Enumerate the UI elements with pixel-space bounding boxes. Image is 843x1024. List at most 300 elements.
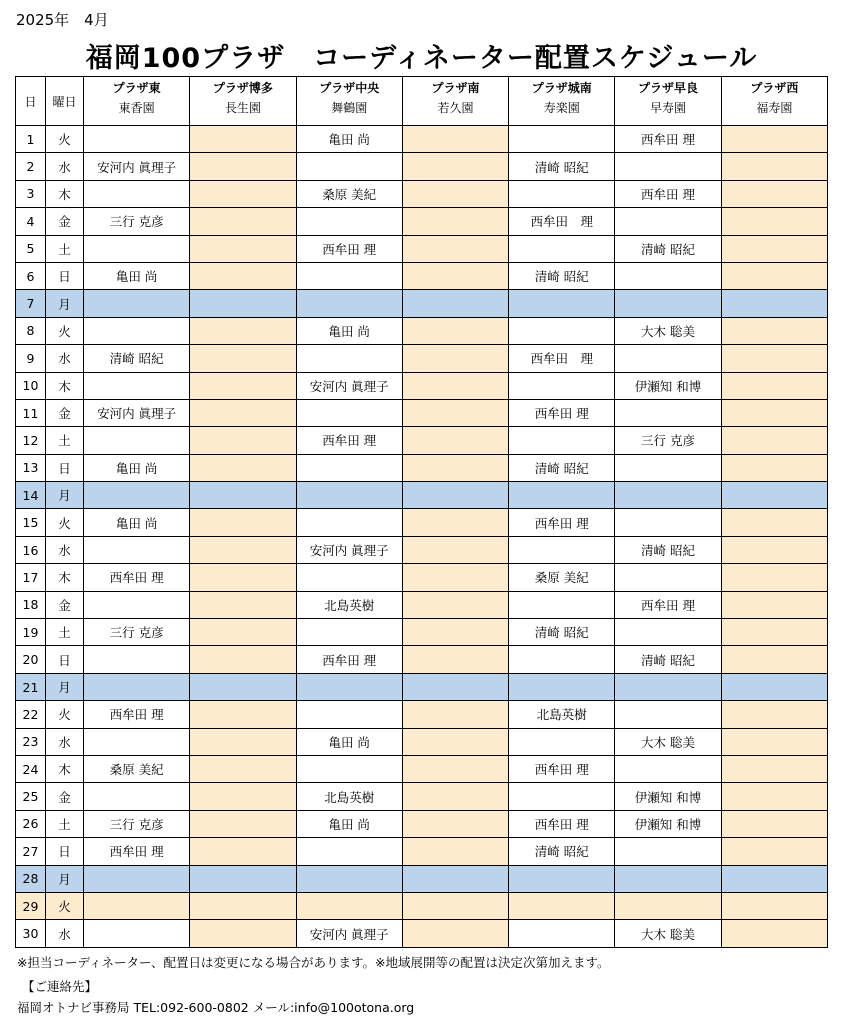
coordinator-cell <box>84 235 190 262</box>
coordinator-cell: 清崎 昭紀 <box>509 838 615 865</box>
coordinator-cell <box>190 262 296 289</box>
day-cell: 29 <box>16 892 46 919</box>
coordinator-cell <box>84 180 190 207</box>
weekday-cell: 水 <box>46 728 84 755</box>
coordinator-cell <box>190 728 296 755</box>
coordinator-cell <box>721 838 827 865</box>
coordinator-cell <box>190 564 296 591</box>
coordinator-cell <box>84 783 190 810</box>
coordinator-cell <box>721 153 827 180</box>
contact-heading: 【ご連絡先】 <box>22 979 98 994</box>
coordinator-cell <box>190 810 296 837</box>
table-row <box>16 126 828 153</box>
weekday-cell: 月 <box>46 673 84 700</box>
coordinator-cell: 伊瀬知 和博 <box>615 372 721 399</box>
coordinator-cell: 安河内 眞理子 <box>296 920 402 947</box>
weekday-cell: 木 <box>46 564 84 591</box>
day-cell: 7 <box>16 290 46 317</box>
site-name: 長生園 <box>224 100 261 115</box>
coordinator-cell <box>402 399 508 426</box>
coordinator-cell <box>615 290 721 317</box>
coordinator-cell <box>402 783 508 810</box>
coordinator-cell <box>721 454 827 481</box>
coordinator-cell: 三行 克彦 <box>84 208 190 235</box>
plaza-header <box>721 77 827 126</box>
day-cell: 25 <box>16 783 46 810</box>
coordinator-cell <box>615 865 721 892</box>
day-cell: 3 <box>16 180 46 207</box>
coordinator-cell <box>509 317 615 344</box>
table-row <box>16 838 828 865</box>
plaza-header <box>190 77 296 126</box>
weekday-cell: 水 <box>46 536 84 563</box>
weekday-cell: 金 <box>46 208 84 235</box>
table-row <box>16 783 828 810</box>
day-column-header: 日 <box>16 77 46 126</box>
coordinator-cell: 安河内 眞理子 <box>84 153 190 180</box>
table-row <box>16 892 828 919</box>
coordinator-cell: 亀田 尚 <box>84 262 190 289</box>
coordinator-cell <box>402 482 508 509</box>
table-row <box>16 427 828 454</box>
coordinator-cell <box>509 482 615 509</box>
coordinator-cell <box>190 920 296 947</box>
coordinator-cell <box>615 509 721 536</box>
coordinator-cell: 清崎 昭紀 <box>509 619 615 646</box>
coordinator-cell <box>402 673 508 700</box>
coordinator-cell <box>721 591 827 618</box>
table-row <box>16 646 828 673</box>
coordinator-cell <box>84 317 190 344</box>
weekday-cell: 月 <box>46 290 84 317</box>
coordinator-cell: 清崎 昭紀 <box>615 536 721 563</box>
site-name: 舞鶴園 <box>331 100 368 115</box>
coordinator-cell: 西牟田 理 <box>509 345 615 372</box>
coordinator-cell <box>84 920 190 947</box>
weekday-cell: 金 <box>46 591 84 618</box>
coordinator-cell <box>190 838 296 865</box>
table-row <box>16 509 828 536</box>
footer-note: ※担当コーディネーター、配置日は変更になる場合があります。※地域展開等の配置は決定次第加えます。 <box>17 955 610 970</box>
site-name: 早寿園 <box>650 100 687 115</box>
coordinator-cell: 亀田 尚 <box>296 728 402 755</box>
coordinator-cell: 西牟田 理 <box>296 427 402 454</box>
coordinator-cell <box>190 153 296 180</box>
coordinator-cell <box>509 728 615 755</box>
coordinator-cell <box>509 646 615 673</box>
coordinator-cell <box>615 482 721 509</box>
weekday-cell: 水 <box>46 920 84 947</box>
coordinator-cell: 亀田 尚 <box>84 454 190 481</box>
coordinator-cell <box>721 482 827 509</box>
site-name: 東香園 <box>118 100 155 115</box>
table-row <box>16 180 828 207</box>
coordinator-cell <box>721 701 827 728</box>
coordinator-cell <box>190 892 296 919</box>
coordinator-cell: 桑原 美紀 <box>296 180 402 207</box>
table-row <box>16 865 828 892</box>
day-cell: 5 <box>16 235 46 262</box>
coordinator-cell <box>84 673 190 700</box>
coordinator-cell <box>721 564 827 591</box>
coordinator-cell <box>615 399 721 426</box>
coordinator-cell <box>615 262 721 289</box>
coordinator-cell <box>190 755 296 782</box>
day-cell: 8 <box>16 317 46 344</box>
table-row <box>16 262 828 289</box>
coordinator-cell <box>190 399 296 426</box>
weekday-cell: 火 <box>46 317 84 344</box>
coordinator-cell <box>402 892 508 919</box>
plaza-header <box>402 77 508 126</box>
plaza-name: プラザ中央 <box>319 80 380 95</box>
day-cell: 9 <box>16 345 46 372</box>
coordinator-cell <box>402 509 508 536</box>
coordinator-cell <box>615 345 721 372</box>
coordinator-cell <box>721 892 827 919</box>
coordinator-cell <box>402 153 508 180</box>
coordinator-cell <box>402 755 508 782</box>
coordinator-cell <box>190 619 296 646</box>
coordinator-cell: 安河内 眞理子 <box>296 536 402 563</box>
coordinator-cell <box>190 208 296 235</box>
coordinator-cell <box>296 564 402 591</box>
coordinator-cell <box>296 208 402 235</box>
coordinator-cell: 桑原 美紀 <box>84 755 190 782</box>
coordinator-cell <box>402 290 508 317</box>
coordinator-cell <box>402 564 508 591</box>
coordinator-cell: 西牟田 理 <box>84 564 190 591</box>
table-row <box>16 235 828 262</box>
coordinator-cell <box>84 865 190 892</box>
coordinator-cell <box>190 482 296 509</box>
coordinator-cell: 大木 聡美 <box>615 317 721 344</box>
coordinator-cell <box>190 126 296 153</box>
coordinator-cell <box>190 290 296 317</box>
coordinator-cell <box>615 454 721 481</box>
site-name: 寿楽園 <box>543 100 580 115</box>
coordinator-cell: 伊瀬知 和博 <box>615 810 721 837</box>
coordinator-cell <box>402 427 508 454</box>
coordinator-cell <box>721 345 827 372</box>
coordinator-cell <box>402 920 508 947</box>
table-row <box>16 454 828 481</box>
coordinator-cell: 清崎 昭紀 <box>509 153 615 180</box>
day-cell: 23 <box>16 728 46 755</box>
coordinator-cell <box>190 536 296 563</box>
coordinator-cell <box>721 673 827 700</box>
coordinator-cell <box>509 427 615 454</box>
coordinator-cell <box>190 235 296 262</box>
weekday-cell: 土 <box>46 235 84 262</box>
table-row <box>16 920 828 947</box>
coordinator-cell <box>721 865 827 892</box>
day-cell: 11 <box>16 399 46 426</box>
day-cell: 2 <box>16 153 46 180</box>
coordinator-cell <box>721 646 827 673</box>
weekday-cell: 水 <box>46 345 84 372</box>
coordinator-cell <box>84 126 190 153</box>
coordinator-cell: 三行 克彦 <box>615 427 721 454</box>
coordinator-cell <box>721 126 827 153</box>
coordinator-cell <box>721 783 827 810</box>
plaza-name: プラザ南 <box>431 80 480 95</box>
coordinator-cell: 西牟田 理 <box>296 646 402 673</box>
plaza-header <box>615 77 721 126</box>
coordinator-cell <box>615 701 721 728</box>
coordinator-cell <box>296 509 402 536</box>
coordinator-cell <box>721 536 827 563</box>
coordinator-cell <box>296 399 402 426</box>
table-row <box>16 673 828 700</box>
day-cell: 12 <box>16 427 46 454</box>
day-cell: 24 <box>16 755 46 782</box>
coordinator-cell <box>190 701 296 728</box>
coordinator-cell <box>190 372 296 399</box>
plaza-name: プラザ早良 <box>638 80 699 95</box>
coordinator-cell <box>84 646 190 673</box>
weekday-cell: 日 <box>46 646 84 673</box>
coordinator-cell <box>296 454 402 481</box>
coordinator-cell <box>509 180 615 207</box>
weekday-cell: 土 <box>46 619 84 646</box>
coordinator-cell <box>190 509 296 536</box>
coordinator-cell <box>509 673 615 700</box>
coordinator-cell <box>296 345 402 372</box>
coordinator-cell <box>402 208 508 235</box>
coordinator-cell <box>509 892 615 919</box>
coordinator-cell <box>402 646 508 673</box>
table-row <box>16 208 828 235</box>
coordinator-cell <box>296 865 402 892</box>
day-cell: 18 <box>16 591 46 618</box>
weekday-cell: 日 <box>46 838 84 865</box>
weekday-cell: 火 <box>46 892 84 919</box>
coordinator-cell <box>84 591 190 618</box>
coordinator-cell: 亀田 尚 <box>296 317 402 344</box>
table-row <box>16 317 828 344</box>
coordinator-cell <box>190 345 296 372</box>
coordinator-cell: 安河内 眞理子 <box>296 372 402 399</box>
coordinator-cell <box>509 783 615 810</box>
day-cell: 26 <box>16 810 46 837</box>
coordinator-cell <box>296 673 402 700</box>
day-cell: 10 <box>16 372 46 399</box>
coordinator-cell <box>509 865 615 892</box>
coordinator-cell <box>402 235 508 262</box>
coordinator-cell: 西牟田 理 <box>615 591 721 618</box>
coordinator-cell <box>402 180 508 207</box>
plaza-header <box>296 77 402 126</box>
table-row <box>16 345 828 372</box>
coordinator-cell <box>84 892 190 919</box>
coordinator-cell: 大木 聡美 <box>615 728 721 755</box>
table-row <box>16 290 828 317</box>
page-title: 福岡100プラザ コーディネーター配置スケジュール <box>85 43 758 74</box>
coordinator-cell: 清崎 昭紀 <box>84 345 190 372</box>
day-cell: 27 <box>16 838 46 865</box>
table-row <box>16 153 828 180</box>
table-row <box>16 619 828 646</box>
coordinator-cell: 亀田 尚 <box>84 509 190 536</box>
table-row <box>16 591 828 618</box>
day-cell: 1 <box>16 126 46 153</box>
site-name: 福寿園 <box>756 100 793 115</box>
coordinator-cell <box>721 208 827 235</box>
coordinator-cell <box>296 755 402 782</box>
coordinator-cell <box>190 454 296 481</box>
coordinator-cell <box>296 290 402 317</box>
coordinator-cell <box>509 591 615 618</box>
day-cell: 14 <box>16 482 46 509</box>
weekday-cell: 木 <box>46 755 84 782</box>
coordinator-cell <box>721 619 827 646</box>
coordinator-cell <box>402 262 508 289</box>
day-cell: 17 <box>16 564 46 591</box>
schedule-body <box>16 126 828 948</box>
table-row <box>16 810 828 837</box>
coordinator-cell: 北島英樹 <box>296 783 402 810</box>
schedule-table <box>15 76 828 948</box>
coordinator-cell <box>509 126 615 153</box>
weekday-cell: 日 <box>46 454 84 481</box>
coordinator-cell <box>509 536 615 563</box>
coordinator-cell: 西牟田 理 <box>509 208 615 235</box>
coordinator-cell <box>721 290 827 317</box>
coordinator-cell <box>509 920 615 947</box>
coordinator-cell <box>721 427 827 454</box>
coordinator-cell <box>615 673 721 700</box>
day-cell: 13 <box>16 454 46 481</box>
day-cell: 19 <box>16 619 46 646</box>
coordinator-cell <box>402 536 508 563</box>
coordinator-cell: 北島英樹 <box>509 701 615 728</box>
coordinator-cell: 安河内 眞理子 <box>84 399 190 426</box>
coordinator-cell <box>190 673 296 700</box>
coordinator-cell <box>402 591 508 618</box>
table-row <box>16 482 828 509</box>
coordinator-cell <box>296 838 402 865</box>
coordinator-cell <box>190 317 296 344</box>
coordinator-cell: 亀田 尚 <box>296 126 402 153</box>
coordinator-cell <box>721 180 827 207</box>
coordinator-cell <box>402 701 508 728</box>
plaza-header <box>509 77 615 126</box>
weekday-cell: 火 <box>46 509 84 536</box>
coordinator-cell <box>296 619 402 646</box>
coordinator-cell <box>721 235 827 262</box>
coordinator-cell <box>84 482 190 509</box>
table-row <box>16 564 828 591</box>
day-cell: 22 <box>16 701 46 728</box>
coordinator-cell <box>190 783 296 810</box>
header-row <box>16 77 828 126</box>
coordinator-cell <box>721 755 827 782</box>
coordinator-cell: 大木 聡美 <box>615 920 721 947</box>
coordinator-cell <box>84 290 190 317</box>
coordinator-cell: 伊瀬知 和博 <box>615 783 721 810</box>
coordinator-cell: 三行 克彦 <box>84 619 190 646</box>
coordinator-cell <box>615 153 721 180</box>
plaza-name: プラザ博多 <box>212 80 273 95</box>
coordinator-cell: 西牟田 理 <box>509 810 615 837</box>
coordinator-cell <box>190 865 296 892</box>
coordinator-cell <box>84 372 190 399</box>
weekday-cell: 金 <box>46 399 84 426</box>
coordinator-cell <box>84 536 190 563</box>
coordinator-cell <box>296 892 402 919</box>
coordinator-cell <box>615 892 721 919</box>
coordinator-cell: 清崎 昭紀 <box>615 646 721 673</box>
weekday-cell: 木 <box>46 372 84 399</box>
coordinator-cell <box>509 235 615 262</box>
coordinator-cell: 西牟田 理 <box>509 399 615 426</box>
plaza-name: プラザ東 <box>112 80 161 95</box>
plaza-header <box>84 77 190 126</box>
coordinator-cell <box>190 646 296 673</box>
coordinator-cell <box>402 454 508 481</box>
coordinator-cell <box>721 728 827 755</box>
coordinator-cell: 亀田 尚 <box>296 810 402 837</box>
coordinator-cell: 北島英樹 <box>296 591 402 618</box>
coordinator-cell: 清崎 昭紀 <box>509 454 615 481</box>
coordinator-cell <box>296 153 402 180</box>
coordinator-cell <box>615 564 721 591</box>
day-cell: 15 <box>16 509 46 536</box>
coordinator-cell <box>190 427 296 454</box>
contact-info: 福岡オトナビ事務局 TEL:092-600-0802 メール:info@100otona.org <box>17 1000 415 1015</box>
weekday-cell: 土 <box>46 427 84 454</box>
coordinator-cell: 西牟田 理 <box>509 755 615 782</box>
coordinator-cell <box>402 372 508 399</box>
coordinator-cell <box>190 180 296 207</box>
coordinator-cell: 西牟田 理 <box>296 235 402 262</box>
coordinator-cell <box>402 317 508 344</box>
day-cell: 20 <box>16 646 46 673</box>
coordinator-cell <box>296 701 402 728</box>
coordinator-cell <box>721 920 827 947</box>
coordinator-cell: 桑原 美紀 <box>509 564 615 591</box>
coordinator-cell <box>721 372 827 399</box>
coordinator-cell <box>296 262 402 289</box>
coordinator-cell <box>402 345 508 372</box>
coordinator-cell: 西牟田 理 <box>84 701 190 728</box>
weekday-cell: 月 <box>46 482 84 509</box>
weekday-column-header: 曜日 <box>46 77 84 126</box>
coordinator-cell <box>402 728 508 755</box>
coordinator-cell <box>402 619 508 646</box>
plaza-name: プラザ西 <box>750 80 799 95</box>
day-cell: 28 <box>16 865 46 892</box>
table-row <box>16 399 828 426</box>
table-row <box>16 728 828 755</box>
coordinator-cell: 清崎 昭紀 <box>509 262 615 289</box>
coordinator-cell <box>721 399 827 426</box>
table-row <box>16 536 828 563</box>
coordinator-cell <box>402 126 508 153</box>
coordinator-cell <box>615 755 721 782</box>
table-row <box>16 372 828 399</box>
coordinator-cell <box>190 591 296 618</box>
day-cell: 16 <box>16 536 46 563</box>
coordinator-cell <box>615 838 721 865</box>
coordinator-cell <box>721 262 827 289</box>
coordinator-cell <box>721 509 827 536</box>
coordinator-cell: 西牟田 理 <box>615 126 721 153</box>
coordinator-cell <box>509 372 615 399</box>
coordinator-cell: 三行 克彦 <box>84 810 190 837</box>
day-cell: 30 <box>16 920 46 947</box>
